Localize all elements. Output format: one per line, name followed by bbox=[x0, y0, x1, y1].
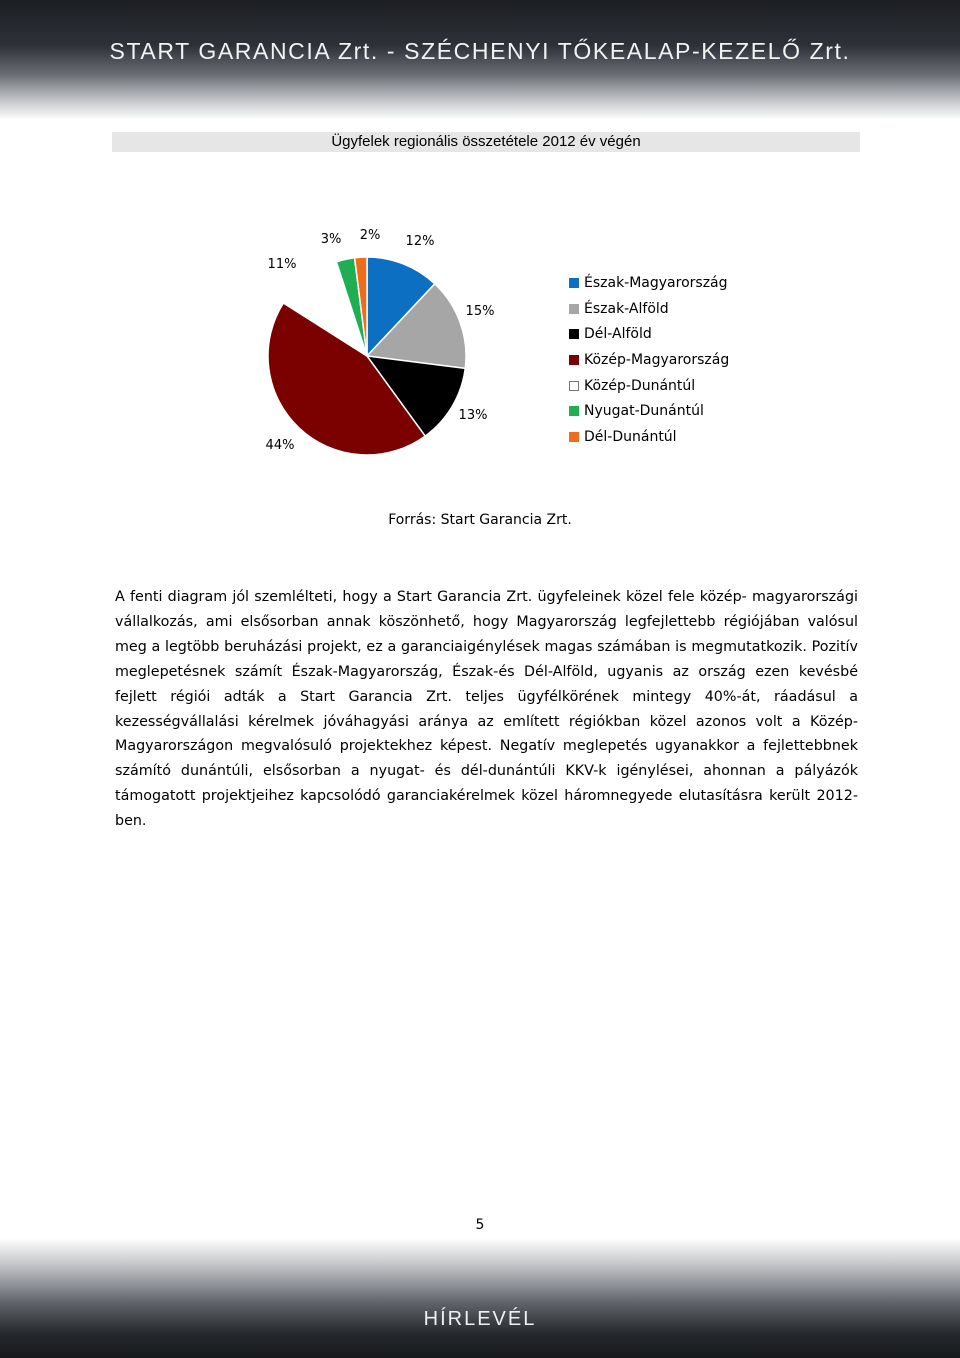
pie-data-label: 15% bbox=[465, 304, 495, 319]
pie-chart bbox=[260, 225, 730, 465]
legend-swatch bbox=[569, 381, 579, 391]
chart-caption-bar bbox=[112, 132, 860, 152]
legend-swatch bbox=[569, 406, 579, 416]
pie-data-label: 13% bbox=[458, 408, 488, 423]
footer-title: HÍRLEVÉL bbox=[423, 1308, 537, 1330]
page-footer bbox=[0, 1238, 960, 1358]
legend-label: Közép-Dunántúl bbox=[584, 377, 696, 394]
legend-swatch bbox=[569, 329, 579, 339]
chart-source: Forrás: Start Garancia Zrt. bbox=[388, 512, 572, 528]
body-paragraph: A fenti diagram jól szemlélteti, hogy a Start Garancia Zrt. ügyfeleinek közel fele közép- magyarországi vállalkozás, ami elsősorban annak köszönhető, hogy Magyarország legfejlettebb régiójában valósul meg a legtöbb beruházási projekt, ez a garanciaigénylések magas számában is megmutatkozik. Pozitív meglepetésnek számít Észak-Magyarország, Észak-és Dél-Alföld, ugyanis az ország ezen kevésbé fejlett régiói adták a Start Garancia Zrt. teljes ügyfélkörének mintegy 40%-át, ráadásul a kezességvállalási kérelmek jóváhagyási aránya az említett régiókban közel azonos volt a Közép-Magyarországon megvalósuló projektekhez képest. Negatív meglepetés ugyanakkor a fejlettebbnek számító dunántúli, elsősorban a nyugat- és dél-dunántúli KKV-k igénylései, ahonnan a pályázók támogatott projektjeihez kapcsolódó garanciakérelmek közel háromnegyede elutasításra került 2012-ben. bbox=[115, 589, 858, 830]
pie-data-label: 12% bbox=[405, 234, 435, 249]
legend-swatch bbox=[569, 304, 579, 314]
legend-item bbox=[569, 373, 729, 399]
legend-label: Dél-Alföld bbox=[584, 326, 652, 343]
pie-data-label: 44% bbox=[265, 438, 295, 453]
legend-swatch bbox=[569, 278, 579, 288]
legend-label: Dél-Dunántúl bbox=[584, 428, 677, 445]
legend-label: Észak-Alföld bbox=[584, 300, 669, 317]
legend-item bbox=[569, 296, 729, 322]
legend-item bbox=[569, 321, 729, 347]
pie-data-label: 3% bbox=[320, 232, 342, 247]
legend-item bbox=[569, 424, 729, 450]
chart-legend bbox=[569, 270, 729, 450]
legend-label: Nyugat-Dunántúl bbox=[584, 403, 704, 420]
legend-swatch bbox=[569, 432, 579, 442]
legend-label: Észak-Magyarország bbox=[584, 274, 728, 291]
chart-caption: Ügyfelek regionális összetétele 2012 év végén bbox=[331, 133, 641, 150]
legend-item bbox=[569, 347, 729, 373]
pie-data-label: 2% bbox=[359, 228, 381, 243]
page-number: 5 bbox=[475, 1217, 485, 1233]
legend-label: Közép-Magyarország bbox=[584, 351, 730, 368]
page-header bbox=[0, 0, 960, 120]
pie-data-label: 11% bbox=[267, 257, 297, 272]
legend-swatch bbox=[569, 355, 579, 365]
header-title: START GARANCIA Zrt. - SZÉCHENYI TŐKEALAP-KEZELŐ Zrt. bbox=[109, 38, 851, 64]
legend-item bbox=[569, 398, 729, 424]
legend-item bbox=[569, 270, 729, 296]
